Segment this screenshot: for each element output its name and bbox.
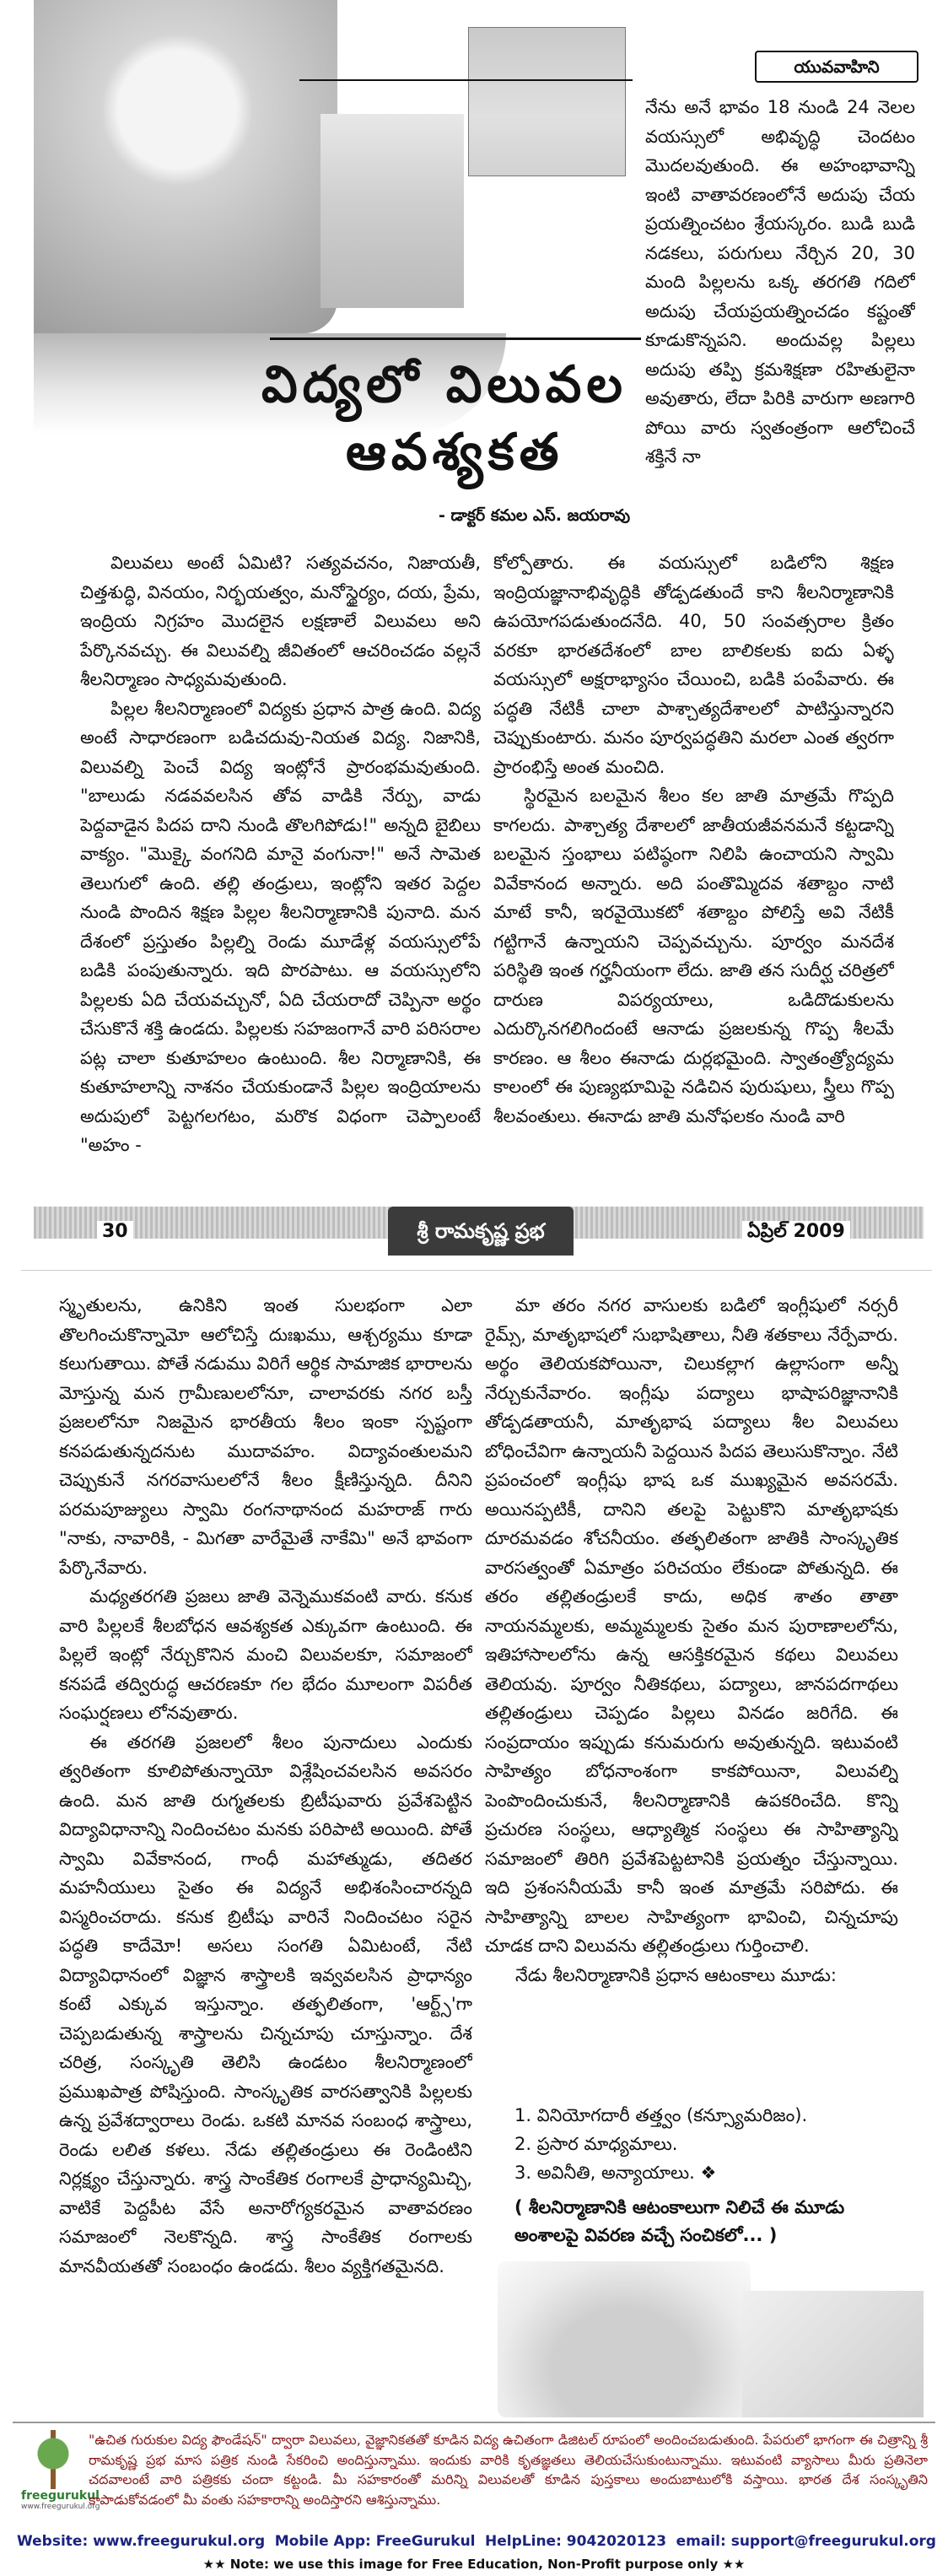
author-line: - డాక్టర్ కమల ఎస్. జయరావు bbox=[439, 506, 631, 525]
boy-reading-photo bbox=[34, 0, 337, 333]
website-link[interactable]: Website: www.freegurukul.org bbox=[17, 2533, 266, 2550]
page1-column-left bbox=[80, 548, 481, 1198]
issue-date: ఏప్రిల్ 2009 bbox=[742, 1221, 850, 1246]
page1-col1-paragraph-1: విలువలు అంటే ఏమిటి? సత్యవచనం, నిజాయతీ, చిత్తశుద్ధి, వినయం, నిర్భయత్వం, మనోస్థైర్యం, దయ, ప్రేమ, ఇంద్రియ నిగ్రహం మొదలైన లక్షణాలే విలువలు అని పేర్కొనవచ్చు. ఈ విలువల్ని జీవితంలో ఆచరించడం వల్లనే శీలనిర్మాణం సాధ్యమవుతుంది. bbox=[80, 553, 481, 689]
article-title-line1: విద్యలో విలువల bbox=[261, 355, 628, 414]
page2-col2-paragraph-2: నేడు శీలనిర్మాణానికి ప్రధాన ఆటంకాలు మూడు: bbox=[515, 1964, 837, 1985]
page2-col1-paragraph-3: ఈ తరగతి ప్రజలలో శీలం పునాదులు ఎందుకు త్వరితంగా కూలిపోతున్నాయో విశ్లేషించవలసిన అవసరం ఉంది. మన జాతి రుగ్మతలకు బ్రిటీషువారు ప్రవేశపెట్టిన విద్యావిధానాన్ని నిందించటం మనకు పరిపాటి అయింది. పోతే స్వామి వివేకానంద, గాంధీ మహాత్ముడు, తదితర మహనీయులు సైతం ఈ విద్యనే అభిశంసించారన్నది విస్మరించరాదు. కనుక బ్రిటీషు వారినే నిందించటం సరైన పద్ధతి కాదేమో! అసలు సంగతి ఏమిటంటే, నేటి విద్యావిధానంలో విజ్ఞాన శాస్త్రాలకి ఇవ్వవలసిన ప్రాధాన్యం కంటే ఎక్కువ ఇస్తున్నాం. తత్ఫలితంగా, 'ఆర్ట్స్'గా చెప్పబడుతున్న శాస్త్రాలను చిన్నచూపు చూస్తున్నాం. దేశ చరిత్ర, సంస్కృతి తెలిసి ఉండటం శీలనిర్మాణంలో ప్రముఖపాత్ర పోషిస్తుంది. సాంస్కృతిక వారసత్వానికి పిల్లలకు ఉన్న ప్రవేశద్వారాలు రెండు. ఒకటి మానవ సంబంధ శాస్త్రాలు, రెండు లలిత కళలు. నేడు తల్లితండ్రులు ఈ రెండింటిని నిర్లక్ష్యం చేస్తున్నారు. శాస్త్ర సాంకేతిక రంగాలకే ప్రాధాన్యమిచ్చి, వాటికే పెద్దపీట వేసే అనారోగ్యకరమైన వాతావరణం సమాజంలో నెలకొన్నది. శాస్త్ర సాంకేతిక రంగాలకు మానవీయతతో సంబంధం ఉండదు. శీలం వ్యక్తిగతమైనది. bbox=[59, 1731, 472, 2276]
footer-note: ★★ Note: we use this image for Free Education, Non-Profit purpose only ★★ bbox=[202, 2557, 746, 2572]
page2-col1-paragraph-1: స్మృతులను, ఉనికిని ఇంత సులభంగా ఎలా తొలగించుకొన్నామో ఆలోచిస్తే దుఃఖము, ఆశ్చర్యము కూడా కలుగుతాయి. పోతే నడుము విరిగే ఆర్థిక సామాజిక భారాలను మోస్తున్న మన గ్రామీణులలోనూ, చాలావరకు నగర బస్తీ ప్రజలలోనూ నిజమైన భారతీయ శీలం ఇంకా స్పష్టంగా కనపడుతున్నదనుట ముదావహం. విద్యావంతులమని చెప్పుకునే నగరవాసులలోనే శీలం క్షీణిస్తున్నది. దీనిని పరమపూజ్యులు స్వామి రంగనాథానంద మహరాజ్ గారు "నాకు, నావారికి, - మిగతా వారేమైతే నాకేమి" అనే భావంగా పేర్కొనేవారు. bbox=[59, 1295, 472, 1578]
child-studying-photo bbox=[320, 114, 464, 308]
email-link[interactable]: email: support@freegurukul.org bbox=[676, 2533, 936, 2550]
page2-col2-paragraph-1: మా తరం నగర వాసులకు బడిలో ఇంగ్లీషులో నర్సరీ రైమ్స్, మాతృభాషలో సుభాషితాలు, నీతి శతకాలు నేర్పేవారు. అర్థం తెలియకపోయినా, చిలుకల్లాగ ఉల్లాసంగా అన్నీ నేర్చుకునేవారం. ఇంగ్లీషు పద్యాలు భాషాపరిజ్ఞానానికి తోడ్పడతాయనీ, మాతృభాష పద్యాలు శీల విలువలు బోధించేవిగా ఉన్నాయనీ పెద్దయిన పిదప తెలుసుకొన్నాం. నేటి ప్రపంచంలో ఇంగ్లీషు భాష ఒక ముఖ్యమైన అవసరమే. అయినప్పటికీ, దానిని తలపై పెట్టుకొని మాతృభాషకు దూరమవడం శోచనీయం. తత్ఫలితంగా జాతికి సాంస్కృతిక వారసత్వంతో ఏమాత్రం పరిచయం లేకుండా పోతున్నది. ఈ తరం తల్లితండ్రులకే కాదు, అధిక శాతం తాతా నాయనమ్మలకు, అమ్మమ్మలకు సైతం మన పురాణాలలోను, ఇతిహాసాలలోను ఉన్న ఆసక్తికరమైన కథలు విలువలు తెలియవు. పూర్వం నీతికథలు, పద్యాలు, జానపదగాథలు తల్లితండ్రులు చెప్పడం పిల్లలు వినడం జరిగేది. ఈ సంప్రదాయం ఇప్పుడు కనుమరుగు అవుతున్నది. ఇటువంటి సాహిత్యం బోధనాంశంగా కాకపోయినా, విలువల్ని పెంపొందించుకునే, శీలనిర్మాణానికి ఉపకరించేది. కొన్ని ప్రచురణ సంస్థలు, ఆధ్యాత్మిక సంస్థలు ఈ సాహిత్యాన్ని సమాజంలో తిరిగి ప్రవేశపెట్టటానికి ప్రయత్నం చేస్తున్నాయి. ఇది ప్రశంసనీయమే కానీ ఇంత మాత్రమే సరిపోదు. ఈ సాహిత్యాన్ని బాలల సాహిత్యంగా భావించి, చిన్నచూపు చూడక దాని విలువను తల్లితండ్రులు గుర్తించాలి. bbox=[485, 1295, 898, 1956]
page2-column-left bbox=[59, 1291, 472, 2413]
logo-name: freegurukul bbox=[21, 2489, 100, 2503]
page2-col1-paragraph-2: మధ్యతరగతి ప్రజలు జాతి వెన్నెముకవంటి వారు. కనుక వారి పిల్లలకే శీలబోధన ఆవశ్యకత ఎక్కువగా ఉంటుంది. ఈ పిల్లలే ఇంట్లో నేర్చుకొనిన మంచి విలువలకూ, సమాజంలో కనపడే తద్విరుద్ధ ఆచరణకూ గల భేదం మూలంగా విపరీత సంఘర్షణలు లోనవుతారు. bbox=[59, 1586, 472, 1723]
freegurukul-logo bbox=[21, 2430, 100, 2531]
obstacle-item: 3. అవినీతి, అన్యాయాలు. ❖ bbox=[514, 2163, 717, 2183]
article-title-line2: ఆవశ్యకత bbox=[346, 423, 564, 482]
sleeping-child-photo bbox=[742, 2291, 924, 2417]
top-right-column bbox=[645, 93, 915, 506]
magazine-name-banner: శ్రీ రామకృష్ణ ప్రభ bbox=[388, 1207, 574, 1256]
page1-col2-paragraph-2: స్థిరమైన బలమైన శీలం కల జాతి మాత్రమే గొప్పది కాగలదు. పాశ్చాత్య దేశాలలో జాతీయజీవనమనే కట్టడాన్ని బలమైన స్తంభాలు పటిష్ఠంగా నిలిపి ఉంచాయని స్వామి వివేకానంద అన్నారు. అది పంతొమ్మిదవ శతాబ్దం నాటి మాటే కానీ, ఇరవైయొకటో శతాబ్దం పోలిస్తే అవి నేటికీ గట్టిగానే ఉన్నాయని చెప్పవచ్చును. పూర్వం మనదేశ పరిస్థితి ఇంత గర్హనీయంగా లేదు. జాతి తన సుదీర్ఘ చరిత్రలో దారుణ విపర్యయాలు, ఒడిదొడుకులను ఎదుర్కొనగలిగిందంటే ఆనాడు ప్రజలకున్న గొప్ప శీలమే కారణం. ఆ శీలం ఈనాడు దుర్లభమైంది. స్వాతంత్ర్యోద్యమ కాలంలో ఈ పుణ్యభూమిపై నడిచిన పురుషులు, స్త్రీలు గొప్ప శీలవంతులు. ఈనాడు జాతి మనోఫలకం నుండి వారి bbox=[493, 786, 894, 1126]
top-right-paragraph: నేను అనే భావం 18 నుండి 24 నెలల వయస్సులో అభివృద్ధి చెందటం మొదలవుతుంది. ఈ అహంభావాన్ని ఇంటి వాతావరణంలోనే అదుపు చేయ ప్రయత్నించటం శ్రేయస్కరం. బుడి బుడి నడకలు, పరుగులు నేర్చిన 20, 30 మంది పిల్లలను ఒక్క తరగతి గదిలో అదుపు చేయప్రయత్నించడం కష్టంతో కూడుకొన్నపని. అందువల్ల పిల్లలు అదుపు తప్పి క్రమశిక్షణా రహితులైనా అవుతారు, లేదా పిరికి వారుగా అణగారి పోయి వారు స్వతంత్రంగా ఆలోచించే శక్తినే నా bbox=[645, 97, 915, 467]
page1-col1-paragraph-2: పిల్లల శీలనిర్మాణంలో విద్యకు ప్రధాన పాత్ర ఉంది. విద్య అంటే సాధారణంగా బడిచదువు-నియత విద్య. నిజానికి, విలువల్ని పెంచే విద్య ఇంట్లోనే ప్రారంభమవుతుంది. "బాలుడు నడవవలసిన తోవ వాడికి నేర్పు, వాడు పెద్దవాడైన పిదప దాని నుండి తొలగిపోడు!" అన్నది బైబిలు వాక్యం. "మొక్కై వంగనిది మానై వంగునా!" అనే సామెత తెలుగులో ఉంది. తల్లి తండ్రులు, ఇంట్లోని ఇతర పెద్దల నుండి పొందిన శిక్షణ పిల్లల శీలనిర్మాణానికి పునాది. మన దేశంలో ప్రస్తుతం పిల్లల్ని రెండు మూడేళ్ల వయస్సులోపే బడికి పంపుతున్నారు. ఇది పొరపాటు. ఆ వయస్సులోని పిల్లలకు ఏది చేయవచ్చునో, ఏది చేయరాదో చెప్పినా అర్థం చేసుకొనే శక్తి ఉండదు. పిల్లలకు సహజంగానే వారి పరిసరాల పట్ల చాలా కుతూహలం ఉంటుంది. శీల నిర్మాణానికి, ఈ కుతూహలాన్ని నాశనం చేయకుండానే పిల్లల ఇంద్రియాలను అదుపులో పెట్టగలగటం, మరొక విధంగా చెప్పాలంటే "అహం - bbox=[80, 698, 481, 1155]
children-helping-illustration bbox=[498, 2261, 751, 2417]
obstacle-item: 1. వినియోగదారీ తత్త్వం (కన్స్యూమరిజం). bbox=[514, 2105, 808, 2125]
obstacle-item: 2. ప్రసార మాధ్యమాలు. bbox=[514, 2134, 678, 2154]
header-rule bbox=[299, 79, 633, 81]
mobile-app-link[interactable]: Mobile App: FreeGurukul bbox=[274, 2533, 476, 2550]
page-number: 30 bbox=[97, 1221, 133, 1242]
footer-description: "ఉచిత గురుకుల విద్య ఫౌండేషన్" ద్వారా విలువలు, వైజ్ఞానికతతో కూడిన విద్య ఉచితంగా డిజిటల్ రూపంలో అందించబడుతుంది. పేపరులో భాగంగా ఈ చిత్రాన్ని శ్రీ రామకృష్ణ ప్రభ మాస పత్రిక నుండి సేకరించి అందిస్తున్నాము. ఇందుకు వారికి కృతజ్ఞతలు తెలియచేసుకుంటున్నాము. ఇటువంటి వ్యాసాలు మీరు ప్రతినెలా చదవాలంటే వారి పత్రికకు చందా కట్టండి. మీ సహకారంతో మరిన్ని విలువలతో కూడిన పుస్తకాలు అందుబాటులోకి వస్తాయి. భారత దేశ సంస్కృతిని కాపాడుకోవడంలో మీ వంతు సహకారాన్ని అందిస్తారని ఆశిస్తున్నాము. bbox=[89, 2432, 928, 2508]
page1-column-right bbox=[493, 548, 894, 1198]
page1-col2-paragraph-1: కోల్పోతారు. ఈ వయస్సులో బడిలోని శిక్షణ ఇంద్రియజ్ఞానాభివృద్ధికి తోడ్పడతుందే కాని శీలనిర్మాణానికి ఉపయోగపడుతుందనేది. 40, 50 సంవత్సరాల క్రితం వరకూ భారతదేశంలో బాల బాలికలకు ఐదు ఏళ్ళ వయస్సులో అక్షరాభ్యాసం చేయించి, బడికి పంపేవారు. ఈ పద్ధతి నేటికీ చాలా పాశ్చాత్యదేశాలలో పాటిస్తున్నారని చెప్పుకుంటారు. మనం పూర్వపద్ధతిని మరలా ఎంత త్వరగా ప్రారంభిస్తే అంత మంచిది. bbox=[493, 553, 894, 777]
footer-contact-row bbox=[17, 2533, 936, 2555]
logo-url: www.freegurukul.org bbox=[21, 2503, 100, 2511]
continued-note: ( శీలనిర్మాణానికి ఆటంకాలుగా నిలిచే ఈ మూడు అంశాలపై వివరణ వచ్చే సంచికలో... ) bbox=[514, 2197, 845, 2245]
obstacles-list bbox=[514, 2101, 902, 2187]
helpline-number[interactable]: HelpLine: 9042020123 bbox=[485, 2533, 667, 2550]
page2-column-right bbox=[485, 1291, 898, 2097]
section-tag: యువవాహిని bbox=[755, 51, 918, 83]
tree-icon bbox=[28, 2430, 78, 2489]
title-rule bbox=[270, 338, 641, 340]
footer-border bbox=[13, 2422, 935, 2423]
parent-children-photo bbox=[468, 27, 626, 176]
